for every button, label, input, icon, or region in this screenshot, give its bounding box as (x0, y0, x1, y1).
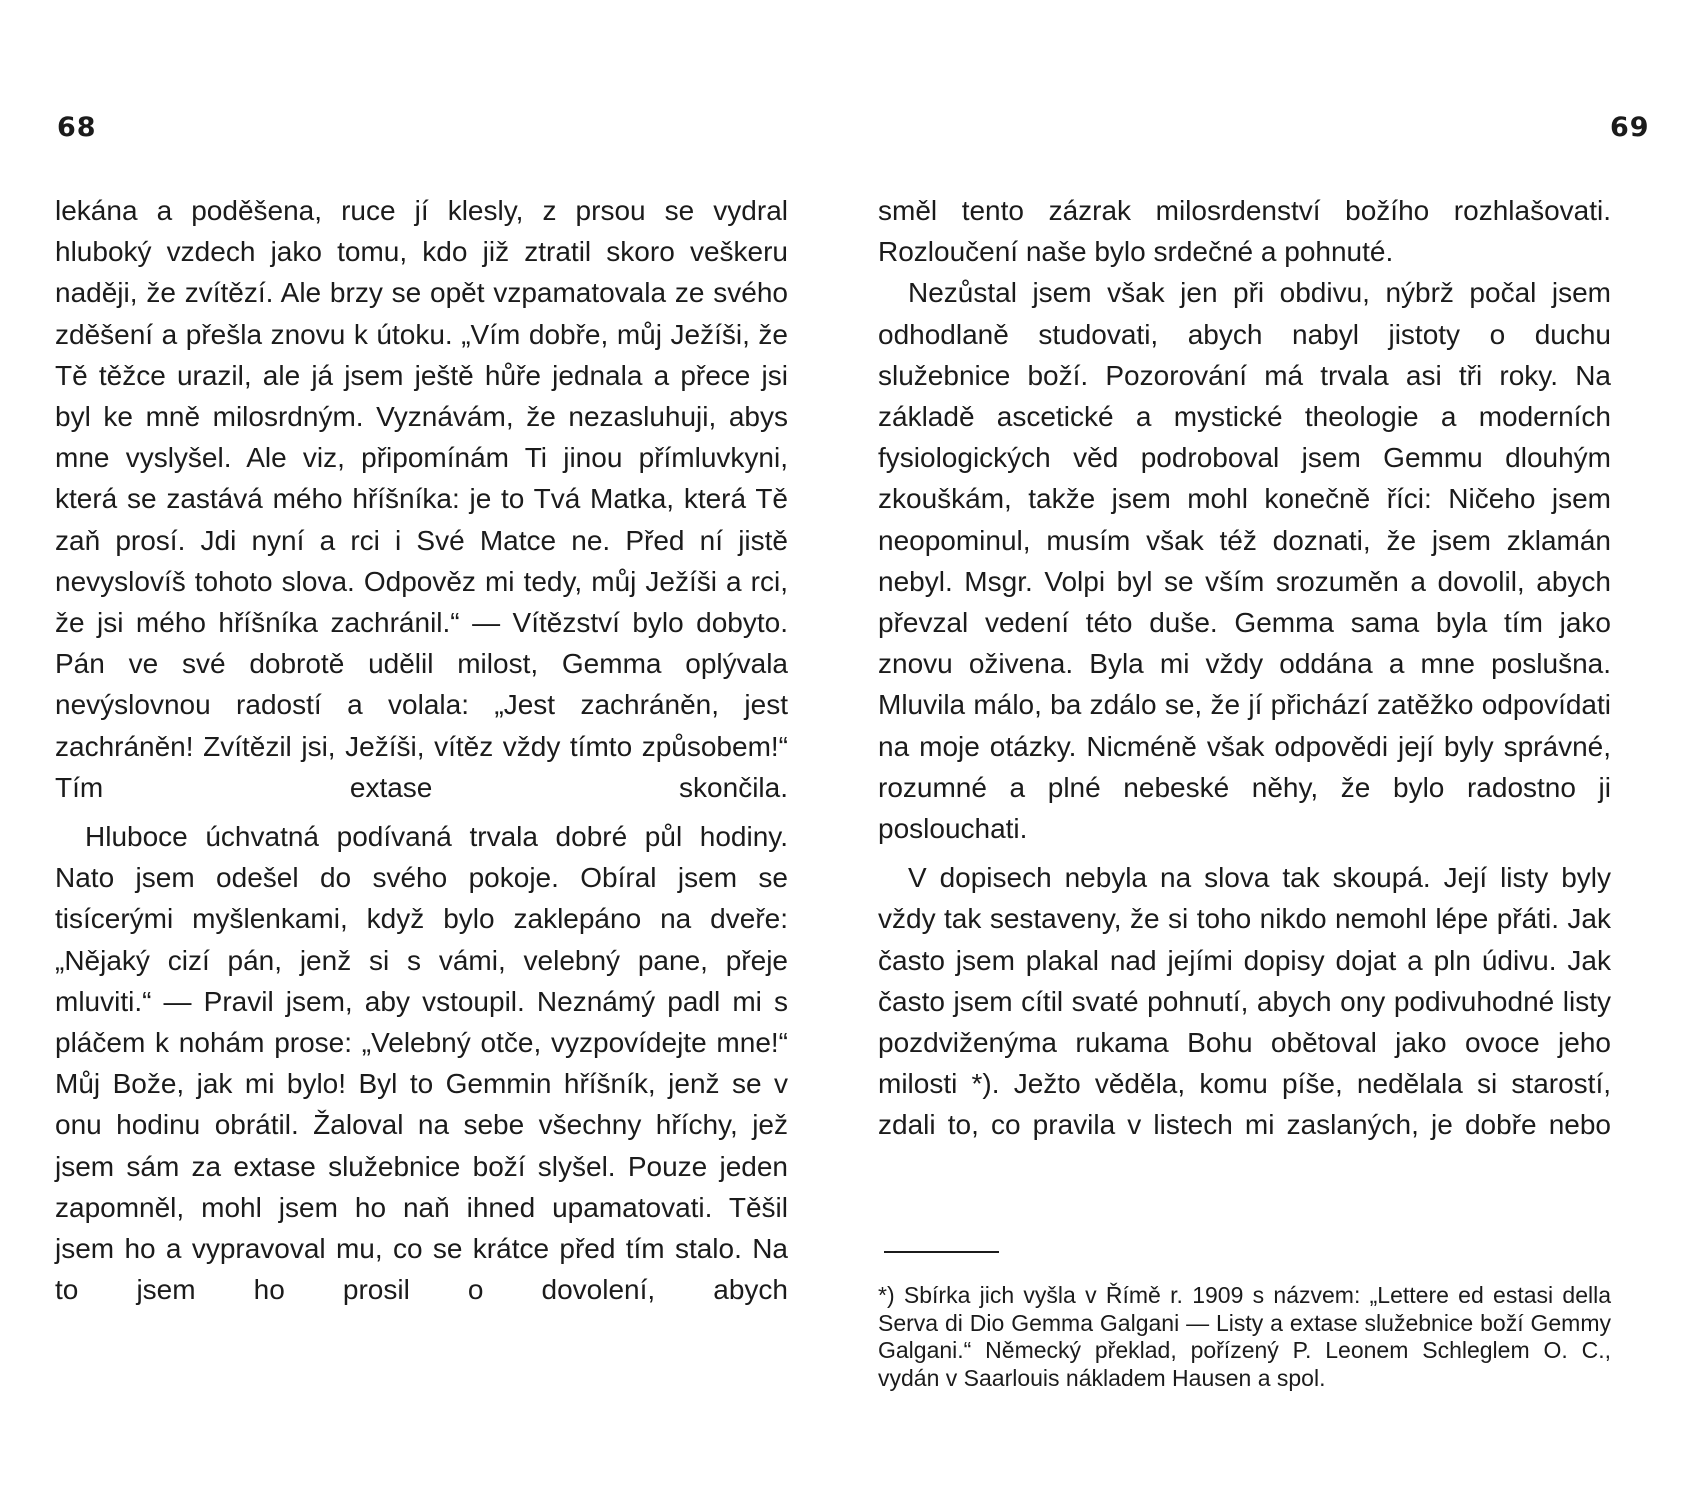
body-text (878, 190, 1611, 1146)
paragraph: směl tento zázrak milosrdenství božího rozhlašovati. Rozloučení naše bylo srdečné a pohnuté. (878, 195, 1611, 268)
paragraph: Nezůstal jsem však jen při obdivu, nýbrž počal jsem odhodlaně studovati, abych nabyl jistoty o duchu služebnice boží. Pozorování má trvala asi tři roky. Na základě ascetické a mystické theologie a moderních fysiologických věd podroboval jsem Gemmu dlouhým zkouškám, takže jsem mohl konečně říci: Ničeho jsem neopominul, musím však též doznati, že jsem zklamán nebyl. Msgr. Volpi byl se vším srozuměn a dovolil, abych převzal vedení této duše. Gemma sama byla tím jako znovu oživena. Byla mi vždy oddána a mne poslušna. Mluvila málo, ba zdálo se, že jí přichází zatěžko odpovídati na moje otázky. Nicméně však odpovědi její byly správné, rozumné a plné nebeské něhy, že bylo radostno ji poslouchati. (878, 277, 1611, 845)
page-number: 68 (57, 112, 97, 143)
footnote: *) Sbírka jich vyšla v Římě r. 1909 s názvem: „Lettere ed estasi della Serva di Dio Gemma Galgani — Listy a extase služebnice boží Gemmy Galgani.“ Německý překlad, pořízený P. Leonem Schleglem O. C., vydán v Saarlouis nákladem Hausen a spol. (878, 1282, 1611, 1391)
paragraph: Hluboce úchvatná podívaná trvala dobré půl hodiny. Nato jsem odešel do svého pokoje. Obíral jsem se tisícerými myšlenkami, když bylo zaklepáno na dveře: „Nějaký cizí pán, jenž si s vámi, velebný pane, přeje mluviti.“ — Pravil jsem, aby vstoupil. Neznámý padl mi s pláčem k nohám prose: „Velebný otče, vyzpovídejte mne!“ Můj Bože, jak mi bylo! Byl to Gemmin hříšník, jenž se v onu hodinu obrátil. Žaloval na sebe všechny hříchy, jež jsem sám za extase služebnice boží slyšel. Pouze jeden zapomněl, mohl jsem ho naň ihned upamatovati. Těšil jsem ho a vypravoval mu, co se krátce před tím stalo. Na to jsem ho prosil o dovolení, abych (55, 821, 788, 1306)
paragraph: lekána a poděšena, ruce jí klesly, z prsou se vydral hluboký vzdech jako tomu, kdo již ztratil skoro veškeru naději, že zvítězí. Ale brzy se opět vzpamatovala ze svého zděšení a přešla znovu k útoku. „Vím dobře, můj Ježíši, že Tě těžce urazil, ale já jsem ještě hůře jednala a přece jsi byl ke mně milosrdným. Vyznávám, že nezasluhuji, abys mne vyslyšel. Ale viz, připomínám Ti jinou přímluvkyni, která se zastává mého hříšníka: je to Tvá Matka, která Tě zaň prosí. Jdi nyní a rci i Své Matce ne. Před ní jistě nevyslovíš tohoto slova. Odpověz mi tedy, můj Ježíši a rci, že jsi mého hříšníka zachránil.“ — Vítězství bylo dobyto. Pán ve své dobrotě udělil milost, Gemma oplývala nevýslovnou radostí a volala: „Jest zachráněn, jest zachráněn! Zvítězil jsi, Ježíši, vítěz vždy tímto způsobem!“ Tím extase skončila. (55, 195, 788, 803)
right-page (846, 0, 1692, 1500)
footnote-divider (884, 1251, 999, 1253)
paragraph: V dopisech nebyla na slova tak skoupá. Její listy byly vždy tak sestaveny, že si toho nikdo nemohl lépe přáti. Jak často jsem plakal nad jejími dopisy dojat a pln údivu. Jak často jsem cítil svaté pohnutí, abych ony podivuhodné listy pozdviženýma rukama Bohu obětoval jako ovoce jeho milosti *). Ježto věděla, komu píše, nedělala si starostí, zdali to, co pravila v listech mi zaslaných, je dobře nebo (878, 862, 1611, 1141)
body-text (55, 190, 788, 1310)
page-number: 69 (1610, 112, 1650, 143)
